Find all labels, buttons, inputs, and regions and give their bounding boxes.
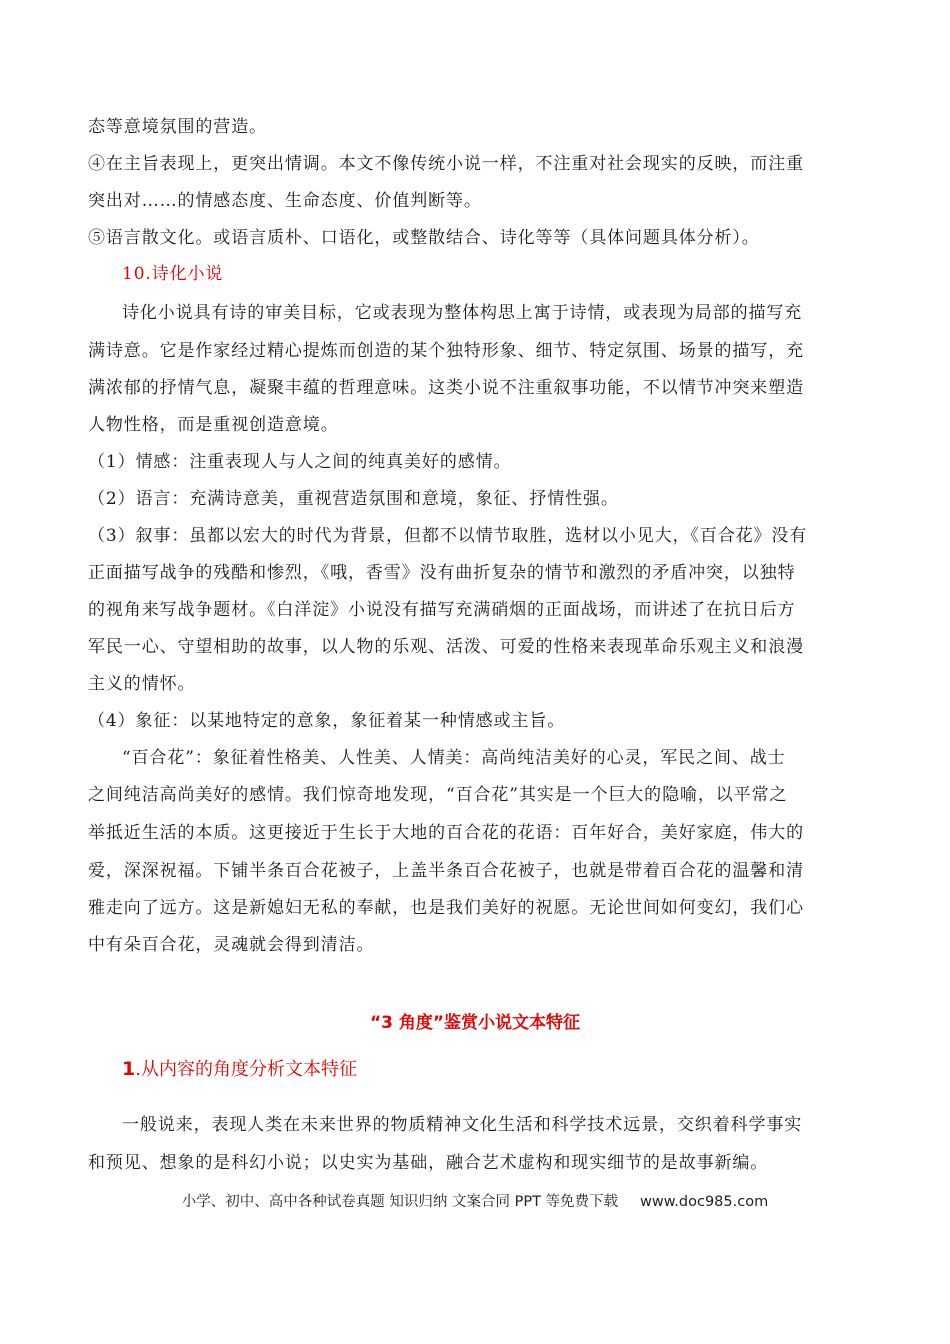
paragraph-line: 和预见、想象的是科幻小说；以史实为基础，融合艺术虚构和现实细节的是故事新编。 [88,1153,769,1173]
paragraph-line: “百合花”：象征着性格美、人性美、人情美：高尚纯洁美好的心灵，军民之间、战士 [122,748,786,768]
section-heading: “3 角度”鉴赏小说文本特征 [369,1013,581,1033]
paragraph-line: 诗化小说具有诗的审美目标，它或表现为整体构思上寓于诗情，或表现为局部的描写充 [122,303,803,323]
paragraph-line: 之间纯洁高尚美好的感情。我们惊奇地发现，“百合花”其实是一个巨大的隐喻，以平常之 [88,785,788,805]
paragraph-line: 人物性格，而是重视创造意境。 [88,415,339,435]
paragraph-line: 主义的情怀。 [88,674,196,694]
section-title: 10.诗化小说 [122,264,224,284]
paragraph-line: 雅走向了远方。这是新媳妇无私的奉献，也是我们美好的祝愿。无论世间如何变幻，我们心 [88,898,804,918]
paragraph-line: 军民一心、守望相助的故事，以人物的乐观、活泼、可爱的性格来表现革命乐观主义和浪漫 [88,637,804,657]
paragraph-line: ④在主旨表现上，更突出情调。本文不像传统小说一样，不注重对社会现实的反映，而注重 [88,154,804,174]
subsection-title [122,1058,357,1081]
paragraph-line: 满浓郁的抒情气息，凝聚丰蕴的哲理意味。这类小说不注重叙事功能，不以情节冲突来塑造 [88,378,804,398]
footer-text: 小学、初中、高中各种试卷真题 知识归纳 文案合同 PPT 等免费下载 [181,1194,619,1210]
paragraph-line: （1）情感：注重表现人与人之间的纯真美好的感情。 [88,452,512,472]
paragraph-line: 突出对……的情感态度、生命态度、价值判断等。 [88,191,482,211]
subsection-text: .从内容的角度分析文本特征 [135,1059,357,1080]
paragraph-line: （3）叙事：虽都以宏大的时代为背景，但都不以情节取胜，选材以小见大，《百合花》没有 [88,526,808,546]
footer-link[interactable]: www.doc985.com [640,1194,769,1210]
subsection-number: 1 [122,1058,136,1080]
paragraph-line: （2）语言：充满诗意美，重视营造氛围和意境，象征、抒情性强。 [88,489,619,509]
paragraph-line: （4）象征：以某地特定的意象，象征着某一种情感或主旨。 [88,711,566,731]
paragraph-line: ⑤语言散文化。或语言质朴、口语化，或整散结合、诗化等等（具体问题具体分析）。 [88,228,760,248]
paragraph-line: 举抵近生活的本质。这更接近于生长于大地的百合花的花语：百年好合，美好家庭，伟大的 [88,823,804,843]
paragraph-line: 正面描写战争的残酷和惨烈，《哦，香雪》没有曲折复杂的情节和激烈的矛盾冲突，以独特 [88,563,796,583]
paragraph-line: 中有朵百合花，灵魂就会得到清洁。 [88,935,375,955]
page-footer [0,1190,950,1211]
paragraph-line: 的视角来写战争题材。《白洋淀》小说没有描写充满硝烟的正面战场，而讲述了在抗日后方 [88,600,796,620]
paragraph-line: 满诗意。它是作家经过精心提炼而创造的某个独特形象、细节、特定氛围、场景的描写，充 [88,341,804,361]
paragraph-line: 爱，深深祝福。下铺半条百合花被子，上盖半条百合花被子，也就是带着百合花的温馨和清 [88,861,804,881]
paragraph-line: 态等意境氛围的营造。 [88,117,267,137]
paragraph-line: 一般说来，表现人类在未来世界的物质精神文化生活和科学技术远景，交织着科学事实 [122,1115,803,1135]
